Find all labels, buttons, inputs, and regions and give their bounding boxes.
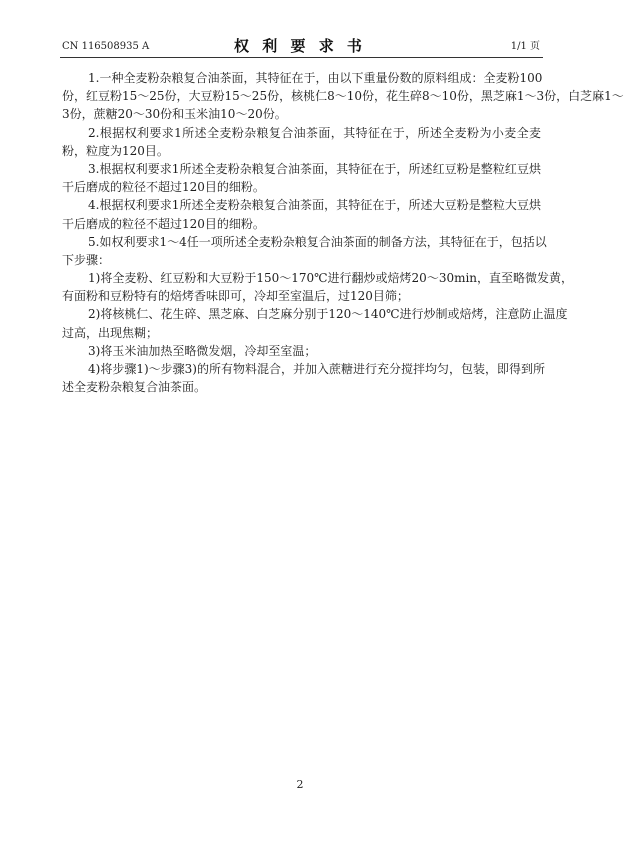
claim-line: 粉，粒度为120目。 bbox=[62, 143, 169, 158]
step-line: 2)将核桃仁、花生碎、黑芝麻、白芝麻分别于120～140℃进行炒制或焙烤，注意防止温度 bbox=[88, 307, 568, 322]
step-line: 述全麦粉杂粮复合油茶面。 bbox=[62, 380, 207, 395]
step-line: 过高，出现焦糊； bbox=[62, 325, 159, 340]
claim-line: 干后磨成的粒径不超过120目的细粉。 bbox=[62, 180, 265, 195]
claim-line: 3.根据权利要求1所述全麦粉杂粮复合油茶面，其特征在于，所述红豆粉是整粒红豆烘 bbox=[88, 161, 541, 176]
claim-line: 下步骤： bbox=[62, 252, 111, 267]
step-4 bbox=[62, 360, 545, 396]
header-rule bbox=[60, 57, 543, 58]
claim-5 bbox=[62, 233, 547, 269]
claim-line: 3份，蔗糖20～30份和玉米油10～20份。 bbox=[62, 107, 287, 122]
claim-line: 4.根据权利要求1所述全麦粉杂粮复合油茶面，其特征在于，所述大豆粉是整粒大豆烘 bbox=[88, 198, 541, 213]
page-count: 1/1 页 bbox=[510, 41, 540, 52]
step-1 bbox=[62, 269, 574, 305]
step-line: 4)将步骤1)～步骤3)的所有物料混合，并加入蔗糖进行充分搅拌均匀，包装，即得到所 bbox=[88, 362, 545, 376]
step-2 bbox=[62, 305, 568, 341]
claim-line: 5.如权利要求1～4任一项所述全麦粉杂粮复合油茶面的制备方法，其特征在于，包括以 bbox=[88, 234, 547, 249]
claim-2 bbox=[62, 124, 541, 160]
claim-line: 2.根据权利要求1所述全麦粉杂粮复合油茶面，其特征在于，所述全麦粉为小麦全麦 bbox=[88, 125, 541, 140]
claim-line: 份，红豆粉15～25份，大豆粉15～25份，核桃仁8～10份，花生碎8～10份，黑芝麻1～3份，白芝麻1～ bbox=[62, 89, 624, 104]
step-3 bbox=[62, 342, 541, 360]
claim-line: 1.一种全麦粉杂粮复合油茶面，其特征在于，由以下重量份数的原料组成：全麦粉100 bbox=[88, 71, 543, 85]
claims-body bbox=[62, 69, 624, 396]
step-line: 1)将全麦粉、红豆粉和大豆粉于150～170℃进行翻炒或焙烤20～30min，直至略微发黄， bbox=[88, 271, 574, 286]
claim-4 bbox=[62, 196, 541, 232]
publication-number: CN 116508935 A bbox=[62, 41, 150, 52]
step-line: 有面粉和豆粉特有的焙烤香味即可，冷却至室温后，过120目筛； bbox=[62, 289, 409, 304]
claim-line: 干后磨成的粒径不超过120目的细粉。 bbox=[62, 216, 265, 231]
page-number: 2 bbox=[296, 778, 304, 791]
section-title: 权 利 要 求 书 bbox=[234, 37, 366, 55]
claim-1 bbox=[62, 69, 624, 124]
claim-3 bbox=[62, 160, 541, 196]
step-line: 3)将玉米油加热至略微发烟，冷却至室温； bbox=[88, 343, 317, 358]
